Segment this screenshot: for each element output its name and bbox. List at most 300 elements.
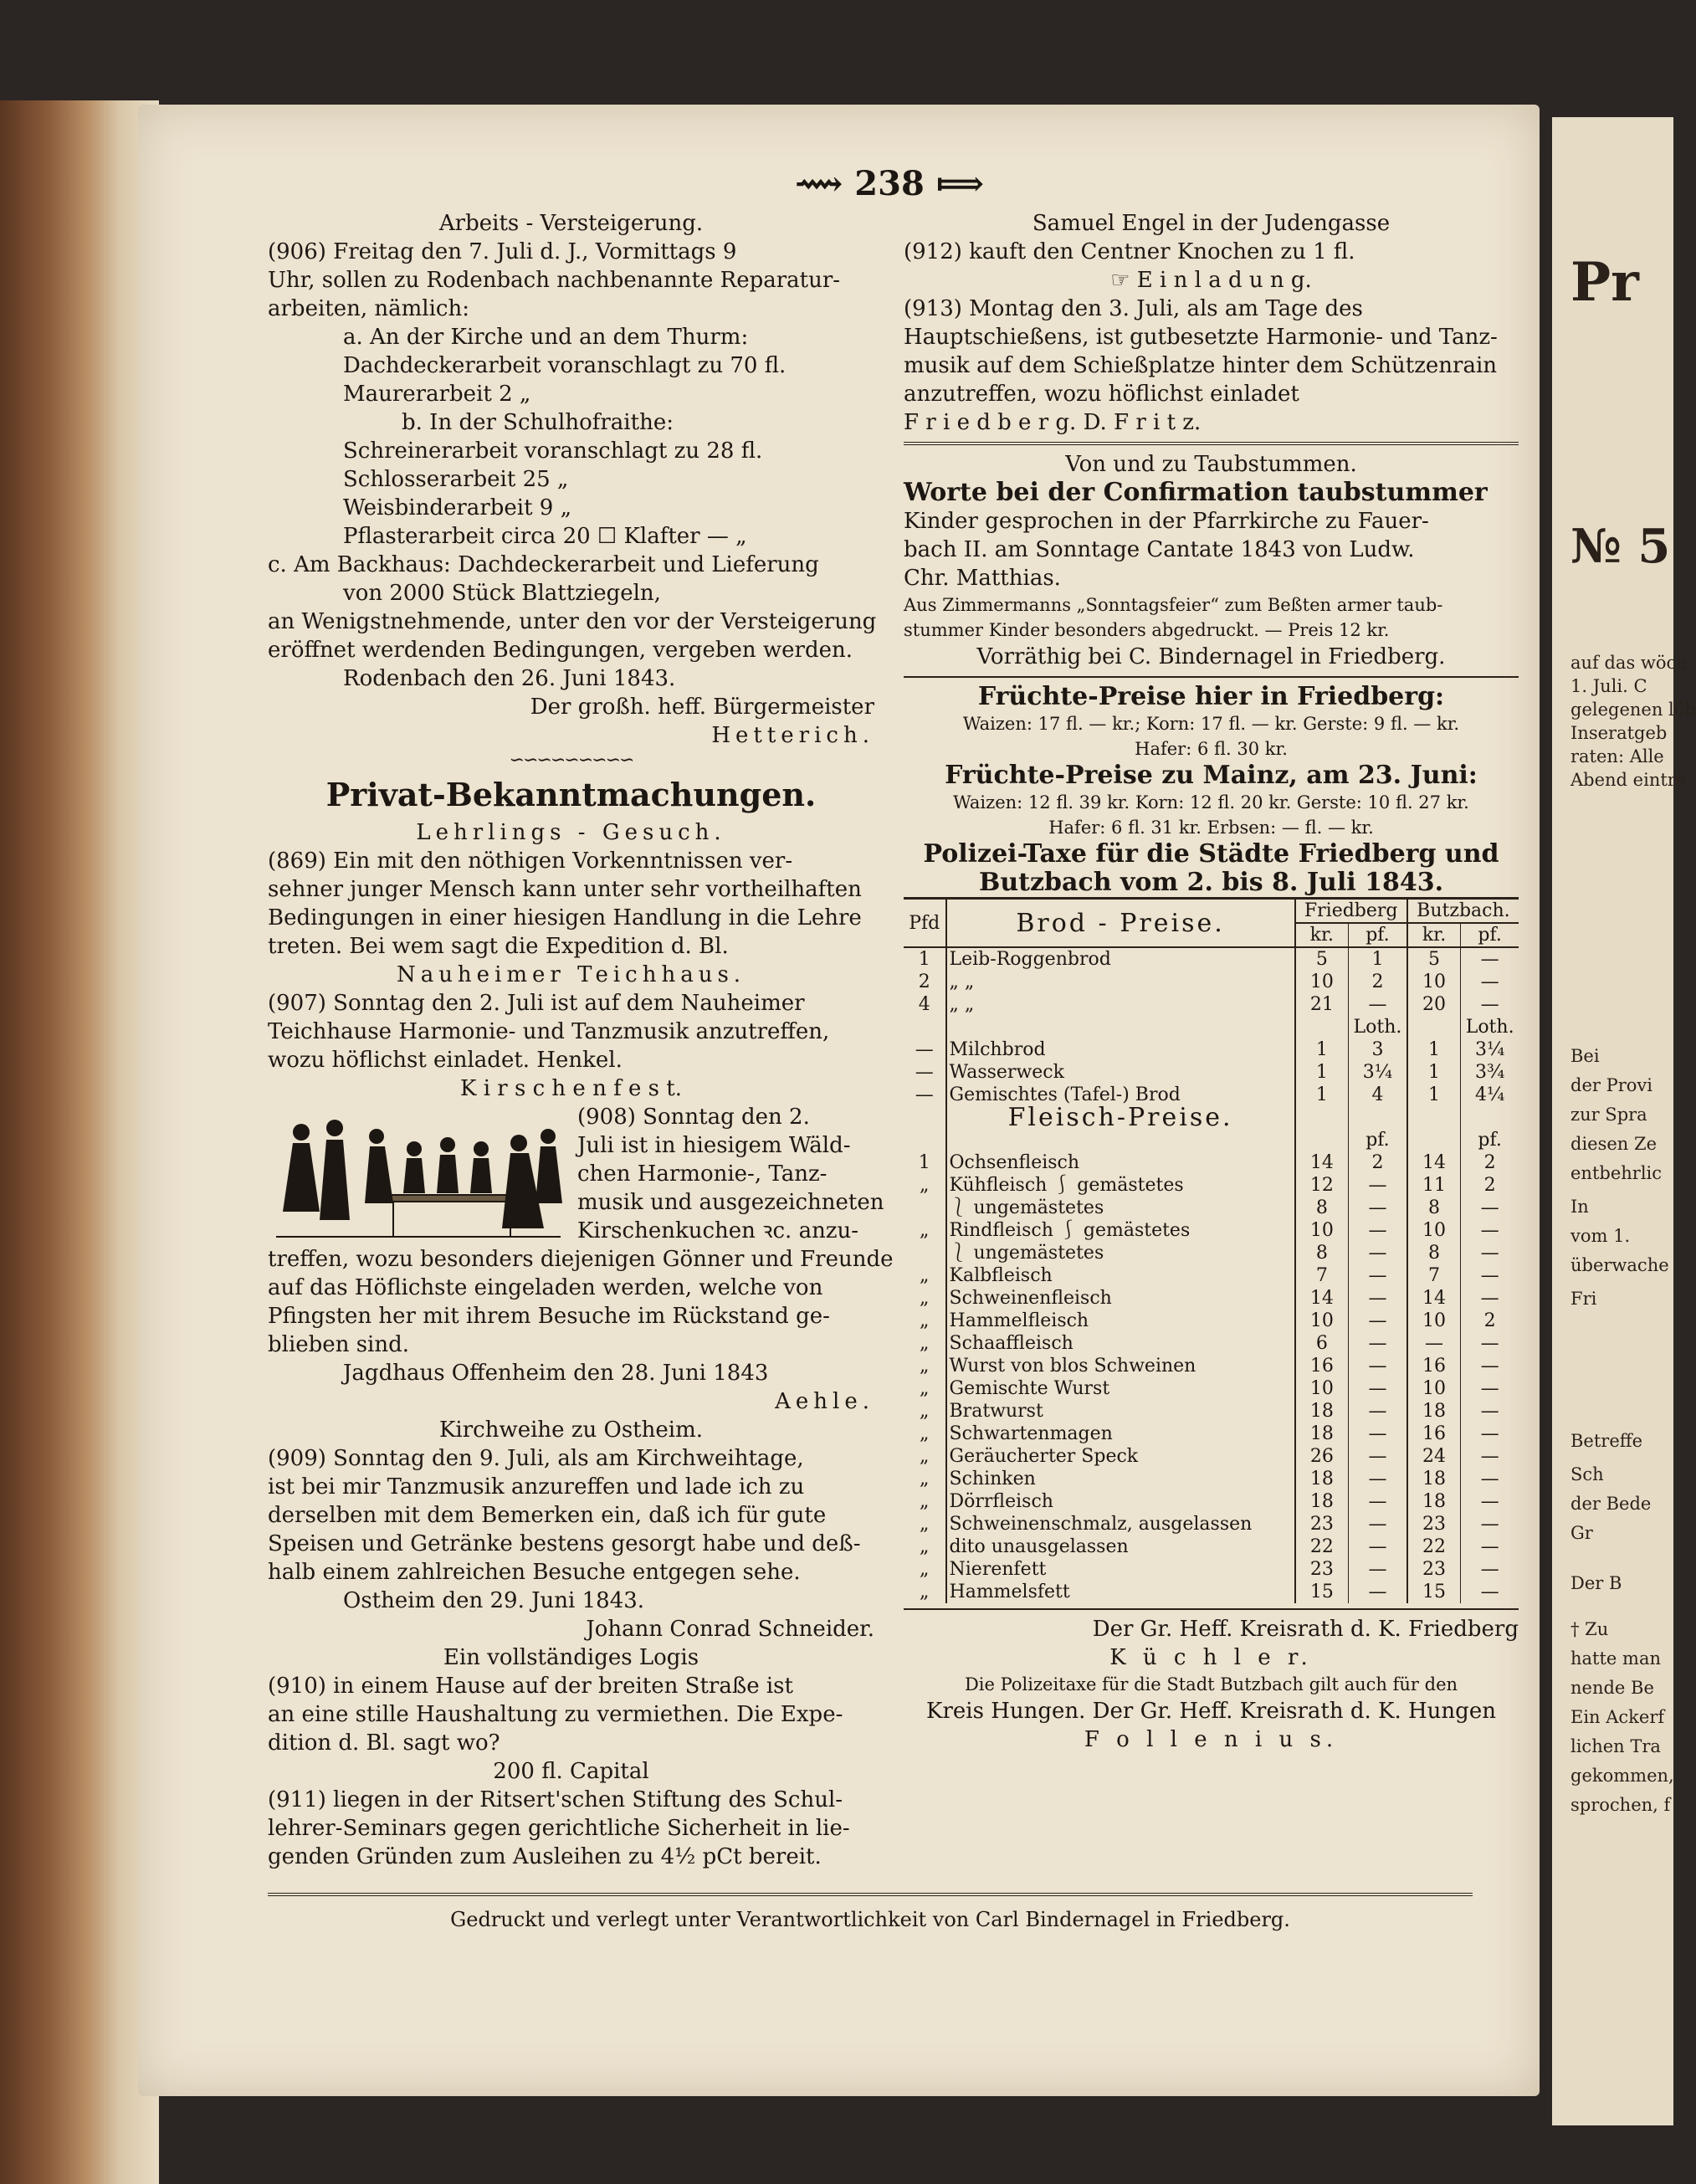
rule <box>904 676 1519 678</box>
note-2: Kreis Hungen. Der Gr. Heff. Kreisrath d. K. Hungen <box>926 1699 1496 1724</box>
facing-page-text: gelegenen löb <box>1570 700 1696 720</box>
table-cell: 26 <box>1295 1445 1349 1468</box>
text-line: an Wenigstnehmende, unter den vor der Versteigerung <box>268 609 877 634</box>
text-line: Weisbinderarbeit 9 „ <box>343 495 572 520</box>
table-cell: — <box>1480 1401 1499 1422</box>
text-line: dition d. Bl. sagt wo? <box>268 1730 500 1756</box>
table-cell: „ <box>904 1287 946 1310</box>
table-row <box>904 1197 1519 1219</box>
table-cell: 1 <box>1349 947 1407 971</box>
text-line: (912) kauft den Centner Knochen zu 1 fl. <box>904 239 1355 264</box>
table-row <box>904 1038 1519 1061</box>
facing-page-text: Abend eintre <box>1570 770 1687 790</box>
table-cell: 7 <box>1295 1264 1349 1287</box>
table-cell: — <box>1349 993 1407 1016</box>
text-line: Rodenbach den 26. Juni 1843. <box>343 666 676 691</box>
text-line: Lehrlings - Gesuch. <box>416 820 726 845</box>
table-cell: — <box>1480 1333 1499 1354</box>
double-rule <box>904 442 1519 445</box>
table-cell: 2 <box>1483 1310 1496 1331</box>
table-cell: — <box>1480 1378 1499 1399</box>
text-line: c. Am Backhaus: Dachdeckerarbeit und Lieferung <box>268 552 819 577</box>
text-line: Kirchweihe zu Ostheim. <box>438 1418 703 1443</box>
col-kr: kr. <box>1295 923 1349 947</box>
table-cell <box>1407 1129 1461 1151</box>
table-cell: 15 <box>1407 1581 1461 1603</box>
table-cell: 8 <box>1407 1197 1461 1219</box>
table-cell: pf. <box>1478 1130 1502 1151</box>
table-row <box>904 1219 1519 1242</box>
table-cell: 16 <box>1407 1423 1461 1445</box>
table-cell: 10 <box>1295 971 1349 993</box>
col-pf: pf. <box>1461 923 1519 947</box>
table-cell: Leib-Roggenbrod <box>946 947 1295 971</box>
text-line: Uhr, sollen zu Rodenbach nachbenannte Reparatur- <box>268 268 841 293</box>
table-row <box>904 993 1519 1016</box>
table-cell: 10 <box>1407 1219 1461 1242</box>
table-cell: 16 <box>1295 1355 1349 1377</box>
facing-page-fragment <box>1552 117 1696 2125</box>
table-cell: 10 <box>1407 971 1461 993</box>
table-cell: „ <box>904 1174 946 1197</box>
text-line: Aus Zimmermanns „Sonntagsfeier“ zum Beßten armer taub- <box>904 595 1443 615</box>
table-cell: 14 <box>1295 1287 1349 1310</box>
fruechte-friedberg-line2: Hafer: 6 fl. 30 kr. <box>1135 739 1288 759</box>
table-cell: 3¾ <box>1474 1062 1505 1083</box>
table-row <box>904 1287 1519 1310</box>
text-line: ☞ E i n l a d u n g. <box>1110 268 1312 293</box>
table-cell: 12 <box>1295 1174 1349 1197</box>
table-cell: Milchbrod <box>946 1038 1295 1061</box>
imprint-footer: Gedruckt und verlegt unter Verantwortlichkeit von Carl Bindernagel in Friedberg. <box>450 1908 1290 1931</box>
sign-kuechler: K ü c h l e r. <box>1109 1645 1313 1670</box>
table-cell: — <box>1480 1559 1499 1580</box>
table-cell: 18 <box>1407 1400 1461 1423</box>
table-cell: — <box>1349 1513 1407 1535</box>
fruechte-mainz-line1: Waizen: 12 fl. 39 kr. Korn: 12 fl. 20 kr. Gerste: 10 fl. 27 kr. <box>953 792 1469 813</box>
table-cell: „ <box>904 1535 946 1558</box>
table-cell: — <box>1407 1332 1461 1355</box>
table-cell: Schwartenmagen <box>946 1423 1295 1445</box>
facing-page-text: Sch <box>1570 1464 1604 1484</box>
table-cell: 10 <box>1295 1377 1349 1400</box>
facing-page-text: auf das wöch <box>1570 653 1688 673</box>
polizei-title-2: Butzbach vom 2. bis 8. Juli 1843. <box>978 868 1444 897</box>
table-cell: 1 <box>1407 1061 1461 1084</box>
table-cell: 2 <box>1483 1152 1496 1173</box>
table-cell: — <box>1349 1355 1407 1377</box>
text-line: (869) Ein mit den nöthigen Vorkenntnissen ver- <box>268 848 793 874</box>
text-line: ist bei mir Tanzmusik anzureffen und lade ich zu <box>268 1474 805 1500</box>
table-cell <box>904 1197 946 1219</box>
table-cell: 16 <box>1407 1355 1461 1377</box>
table-row <box>904 1581 1519 1603</box>
polizei-title-1: Polizei-Taxe für die Städte Friedberg und <box>923 839 1499 869</box>
text-line: b. In der Schulhofraithe: <box>402 410 674 435</box>
table-cell: 6 <box>1295 1332 1349 1355</box>
table-cell: 23 <box>1407 1558 1461 1581</box>
table-cell: 23 <box>1407 1513 1461 1535</box>
table-cell: 8 <box>1295 1197 1349 1219</box>
text-line: Pflasterarbeit circa 20 ☐ Klafter — „ <box>343 524 747 549</box>
facing-page-text: In <box>1570 1197 1589 1217</box>
text-line: Der großh. heff. Bürgermeister <box>530 695 874 720</box>
table-row <box>904 1242 1519 1264</box>
text-line: Nauheimer Teichhaus. <box>396 962 746 987</box>
page-number <box>795 164 984 203</box>
table-cell: 18 <box>1295 1490 1349 1513</box>
text-line: F r i e d b e r g. D. F r i t z. <box>904 410 1202 435</box>
table-cell: dito unausgelassen <box>946 1535 1295 1558</box>
facing-page-text: vom 1. <box>1570 1226 1631 1246</box>
text-line: musik und ausgezeichneten <box>577 1190 884 1215</box>
text-line: Kinder gesprochen in der Pfarrkirche zu Fauer- <box>904 509 1429 534</box>
text-line: von 2000 Stück Blattziegeln, <box>343 581 661 606</box>
table-cell: Kalbfleisch <box>946 1264 1295 1287</box>
table-cell: — <box>1480 1582 1499 1602</box>
col-kr: kr. <box>1407 923 1461 947</box>
table-row <box>904 971 1519 993</box>
table-cell: „ <box>904 1400 946 1423</box>
text-line: Schreinerarbeit voranschlagt zu 28 fl. <box>343 438 763 464</box>
text-line: Dachdeckerarbeit voranschlagt zu 70 fl. <box>343 353 787 378</box>
table-cell: „ „ <box>946 971 1295 993</box>
table-cell <box>904 1242 946 1264</box>
table-row <box>904 1264 1519 1287</box>
table-cell: 18 <box>1295 1400 1349 1423</box>
text-line: (909) Sonntag den 9. Juli, als am Kirchweihtage, <box>268 1446 804 1471</box>
footer-rule <box>268 1893 1473 1896</box>
facing-page-text: gekommen, <box>1570 1766 1674 1786</box>
table-cell: pf. <box>1349 1129 1407 1151</box>
table-cell <box>1295 1016 1349 1038</box>
text-line: Worte bei der Confirmation taubstummer <box>904 478 1488 507</box>
table-cell: — <box>1349 1468 1407 1490</box>
table-cell: — <box>1349 1332 1407 1355</box>
table-cell: Loth. <box>1349 1016 1407 1038</box>
table-cell: — <box>1480 994 1499 1015</box>
table-cell: 18 <box>1295 1468 1349 1490</box>
text-line: Bedingungen in einer hiesigen Handlung in die Lehre <box>268 905 862 931</box>
table-cell: „ „ <box>946 993 1295 1016</box>
text-line: Aehle. <box>775 1389 874 1414</box>
facing-page-text: № 5 <box>1570 519 1671 574</box>
facing-page-text: 1. Juli. C <box>1570 676 1647 696</box>
table-cell: 2 <box>1483 1175 1496 1196</box>
sign-friedberg: Der Gr. Heff. Kreisrath d. K. Friedberg <box>1092 1617 1519 1642</box>
table-cell: 18 <box>1407 1468 1461 1490</box>
table-cell: 23 <box>1295 1558 1349 1581</box>
table-cell: 1 <box>1407 1038 1461 1061</box>
table-cell: 1 <box>904 947 946 971</box>
table-cell: — <box>1349 1197 1407 1219</box>
table-cell: — <box>1480 1197 1499 1218</box>
taubstummen-notice <box>904 450 1519 671</box>
text-line: Jagdhaus Offenheim den 28. Juni 1843 <box>343 1361 769 1386</box>
table-cell: 10 <box>1295 1310 1349 1332</box>
table-cell: — <box>1349 1310 1407 1332</box>
table-cell: — <box>1480 1491 1499 1512</box>
table-cell: 3¼ <box>1349 1061 1407 1084</box>
col-friedberg: Friedberg <box>1295 899 1407 924</box>
facing-page-text: Inseratgeb <box>1570 723 1668 743</box>
dancing-people-woodcut <box>268 1103 569 1245</box>
table-cell: 21 <box>1295 993 1349 1016</box>
table-cell <box>946 1129 1295 1151</box>
table-cell: — <box>1349 1490 1407 1513</box>
text-line: treten. Bei wem sagt die Expedition d. Bl. <box>268 934 729 959</box>
text-line: Johann Conrad Schneider. <box>586 1617 874 1642</box>
right-notices <box>904 209 1519 437</box>
table-cell: Gemischte Wurst <box>946 1377 1295 1400</box>
table-cell: 5 <box>1295 947 1349 971</box>
table-cell: 14 <box>1407 1287 1461 1310</box>
facing-page-text: sprochen, f <box>1570 1795 1671 1815</box>
rule <box>904 1608 1519 1610</box>
table-cell: 22 <box>1407 1535 1461 1558</box>
text-line: an eine stille Haushaltung zu vermiethen. Die Expe- <box>268 1702 843 1727</box>
text-line: musik auf dem Schießplatze hinter dem Schützenrain <box>904 353 1498 378</box>
facing-page-text: der Provi <box>1570 1075 1652 1095</box>
table-cell: — <box>1480 1356 1499 1377</box>
table-cell: „ <box>904 1581 946 1603</box>
table-cell: Ochsenfleisch <box>946 1151 1295 1174</box>
table-cell <box>904 1129 946 1151</box>
table-cell: Geräucherter Speck <box>946 1445 1295 1468</box>
polizei-taxe-table <box>904 897 1519 1603</box>
text-line: (913) Montag den 3. Juli, als am Tage des <box>904 296 1363 321</box>
auction-notice <box>268 209 877 750</box>
col-brod: Brod - Preise. <box>946 899 1295 948</box>
facing-page-text: Pr <box>1570 251 1639 314</box>
text-line: (907) Sonntag den 2. Juli ist auf dem Nauheimer <box>268 991 805 1016</box>
table-cell: — <box>1349 1400 1407 1423</box>
table-cell: 2 <box>1349 1151 1407 1174</box>
table-row <box>904 1490 1519 1513</box>
text-line: stummer Kinder besonders abgedruckt. — Preis 12 kr. <box>904 620 1390 640</box>
table-cell: „ <box>904 1468 946 1490</box>
book-page-edges <box>0 100 159 2184</box>
text-line: halb einem zahlreichen Besuche entgegen sehe. <box>268 1560 801 1585</box>
text-line: blieben sind. <box>268 1332 410 1357</box>
table-cell: 2 <box>1349 971 1407 993</box>
right-column <box>904 209 1519 1754</box>
table-cell: „ <box>904 1264 946 1287</box>
table-cell <box>904 1016 946 1038</box>
table-cell: 7 <box>1407 1264 1461 1287</box>
table-row <box>904 1016 1519 1038</box>
left-column <box>268 209 894 1871</box>
table-row <box>904 1558 1519 1581</box>
text-line: chen Harmonie-, Tanz- <box>577 1161 828 1187</box>
col-pf: pf. <box>1349 923 1407 947</box>
note-1: Die Polizeitaxe für die Stadt Butzbach gilt auch für den <box>964 1674 1458 1694</box>
ornament-right: ⟾ <box>924 164 985 203</box>
table-cell: — <box>1480 1243 1499 1264</box>
text-line: K i r s c h e n f e s t. <box>460 1076 682 1101</box>
table-cell: — <box>1480 1265 1499 1286</box>
table-cell: Nierenfett <box>946 1558 1295 1581</box>
table-row <box>904 1151 1519 1174</box>
table-cell: — <box>1349 1558 1407 1581</box>
table-cell: „ <box>904 1513 946 1535</box>
table-cell: 18 <box>1407 1490 1461 1513</box>
facing-page-text: zur Spra <box>1570 1105 1647 1125</box>
facing-page-text: † Zu <box>1570 1619 1609 1639</box>
table-cell: — <box>1349 1174 1407 1197</box>
facing-page-text: der Bede <box>1570 1494 1652 1514</box>
table-cell: „ <box>904 1445 946 1468</box>
table-cell: 4¼ <box>1474 1084 1505 1105</box>
table-cell: — <box>1480 1423 1499 1444</box>
table-cell: 14 <box>1407 1151 1461 1174</box>
table-row <box>904 1129 1519 1151</box>
wavy-divider: ∽∽∽∽∽∽∽∽∽ <box>509 750 633 771</box>
text-line: sehner junger Mensch kann unter sehr vortheilhaften <box>268 877 862 902</box>
text-line: Chr. Matthias. <box>904 566 1061 591</box>
table-cell: Hammelfleisch <box>946 1310 1295 1332</box>
table-cell: 1 <box>1295 1038 1349 1061</box>
text-line: anzutreffen, wozu höflichst einladet <box>904 382 1299 407</box>
col-pfd: Pfd <box>904 899 946 948</box>
table-cell: — <box>904 1038 946 1061</box>
table-cell: 15 <box>1295 1581 1349 1603</box>
table-cell: Rindfleisch ⎰ gemästetes <box>946 1219 1295 1242</box>
table-row <box>904 1355 1519 1377</box>
fleisch-title: Fleisch-Preise. <box>946 1106 1295 1129</box>
table-cell: 8 <box>1295 1242 1349 1264</box>
text-line: a. An der Kirche und an dem Thurm: <box>343 325 749 350</box>
text-line: Arbeits - Versteigerung. <box>438 211 704 236</box>
table-cell: — <box>1480 949 1499 970</box>
text-line: (910) in einem Hause auf der breiten Straße ist <box>268 1674 793 1699</box>
fleisch-rows <box>904 1129 1519 1603</box>
text-line: Schlosserarbeit 25 „ <box>343 467 569 492</box>
text-line: genden Gründen zum Ausleihen zu 4½ pCt bereit. <box>268 1844 822 1869</box>
table-cell: „ <box>904 1377 946 1400</box>
table-cell: 1 <box>1407 1084 1461 1106</box>
facing-page-text: Fri <box>1570 1289 1597 1309</box>
table-row <box>904 1535 1519 1558</box>
table-cell: 14 <box>1295 1151 1349 1174</box>
table-cell: 10 <box>1407 1310 1461 1332</box>
facing-page-text: lichen Tra <box>1570 1736 1661 1756</box>
text-line: arbeiten, nämlich: <box>268 296 469 321</box>
table-cell: — <box>1480 972 1499 992</box>
text-line: Teichhause Harmonie- und Tanzmusik anzutreffen, <box>268 1019 830 1044</box>
text-line: treffen, wozu besonders diejenigen Gönner und Freunde <box>268 1247 894 1272</box>
text-line: Samuel Engel in der Judengasse <box>1032 211 1391 236</box>
table-cell: 20 <box>1407 993 1461 1016</box>
table-cell: 10 <box>1295 1219 1349 1242</box>
privat-heading: Privat-Bekanntmachungen. <box>325 776 817 813</box>
table-cell: — <box>1349 1423 1407 1445</box>
table-cell: 24 <box>1407 1445 1461 1468</box>
table-row <box>904 1061 1519 1084</box>
table-cell: „ <box>904 1355 946 1377</box>
table-cell: „ <box>904 1310 946 1332</box>
table-cell: Loth. <box>1465 1017 1514 1038</box>
fleisch-heading <box>904 1103 1519 1132</box>
table-cell: — <box>1349 1287 1407 1310</box>
facing-page-text: überwache <box>1570 1255 1669 1275</box>
page-number-value: 238 <box>854 164 925 203</box>
table-cell: 8 <box>1407 1242 1461 1264</box>
text-line: (908) Sonntag den 2. <box>577 1105 810 1130</box>
table-row <box>904 1310 1519 1332</box>
table-cell: — <box>1480 1469 1499 1489</box>
table-cell: — <box>1480 1288 1499 1309</box>
table-cell: 1 <box>1295 1084 1349 1106</box>
text-line: auf das Höflichste eingeladen werden, welche von <box>268 1275 823 1300</box>
table-row <box>904 1377 1519 1400</box>
facing-page-text: hatte man <box>1570 1648 1661 1669</box>
table-cell: 3¼ <box>1474 1039 1505 1060</box>
text-line: Vorräthig bei C. Bindernagel in Friedberg. <box>976 644 1446 669</box>
fruechte-friedberg-line1: Waizen: 17 fl. — kr.; Korn: 17 fl. — kr. Gerste: 9 fl. — kr. <box>962 714 1460 734</box>
text-line: lehrer-Seminars gegen gerichtliche Sicherheit in lie- <box>268 1816 850 1841</box>
text-line: Juli ist in hiesigem Wäld- <box>577 1133 851 1158</box>
brod-rows <box>904 947 1519 1106</box>
table-cell <box>946 1016 1295 1038</box>
table-row <box>904 1468 1519 1490</box>
facing-page-text: Gr <box>1570 1523 1593 1543</box>
table-cell: — <box>1349 1377 1407 1400</box>
col-butzbach: Butzbach. <box>1407 899 1519 924</box>
fruechte-mainz-line2: Hafer: 6 fl. 31 kr. Erbsen: — fl. — kr. <box>1048 818 1374 838</box>
text-line: Speisen und Getränke bestens gesorgt habe und deß- <box>268 1531 861 1556</box>
facing-page-text: Bei <box>1570 1046 1600 1066</box>
table-cell: ⎱ ungemästetes <box>946 1242 1295 1264</box>
fruechte-mainz-title: Früchte-Preise zu Mainz, am 23. Juni: <box>945 761 1478 790</box>
table-cell: Schweinenschmalz, ausgelassen <box>946 1513 1295 1535</box>
table-cell: — <box>1480 1220 1499 1241</box>
table-cell: — <box>1349 1535 1407 1558</box>
table-row <box>904 1513 1519 1535</box>
facing-page-text: nende Be <box>1570 1678 1654 1698</box>
table-row <box>904 947 1519 971</box>
table-cell: 4 <box>904 993 946 1016</box>
table-cell: — <box>1480 1514 1499 1535</box>
table-cell: 22 <box>1295 1535 1349 1558</box>
table-cell: 23 <box>1295 1513 1349 1535</box>
sign-follenius: F o l l e n i u s. <box>1084 1727 1339 1752</box>
text-line: Von und zu Taubstummen. <box>1065 452 1357 477</box>
facing-page-text: entbehrlic <box>1570 1163 1663 1183</box>
table-cell: Wurst von blos Schweinen <box>946 1355 1295 1377</box>
table-row <box>904 1423 1519 1445</box>
table-cell <box>1295 1129 1349 1151</box>
table-row <box>904 1332 1519 1355</box>
text-line: Hetterich. <box>711 723 874 748</box>
table-cell: 1 <box>904 1151 946 1174</box>
table-cell: — <box>1349 1581 1407 1603</box>
kirschenfest-block <box>268 1103 884 1245</box>
text-line: Maurerarbeit 2 „ <box>343 382 531 407</box>
table-cell: 5 <box>1407 947 1461 971</box>
table-cell: „ <box>904 1423 946 1445</box>
table-cell: — <box>1349 1445 1407 1468</box>
text-line: Pfingsten her mit ihrem Besuche im Rückstand ge- <box>268 1304 830 1329</box>
text-line: eröffnet werdenden Bedingungen, vergeben werden. <box>268 638 853 663</box>
table-cell <box>1407 1016 1461 1038</box>
text-line: (911) liegen in der Ritsert'schen Stiftung des Schul- <box>268 1787 843 1812</box>
table-cell: Dörrfleisch <box>946 1490 1295 1513</box>
text-line: (906) Freitag den 7. Juli d. J., Vormittags 9 <box>268 239 737 264</box>
text-line: Kirschenkuchen ꝛc. anzu- <box>577 1218 859 1243</box>
table-row <box>904 1174 1519 1197</box>
table-cell: 3 <box>1349 1038 1407 1061</box>
